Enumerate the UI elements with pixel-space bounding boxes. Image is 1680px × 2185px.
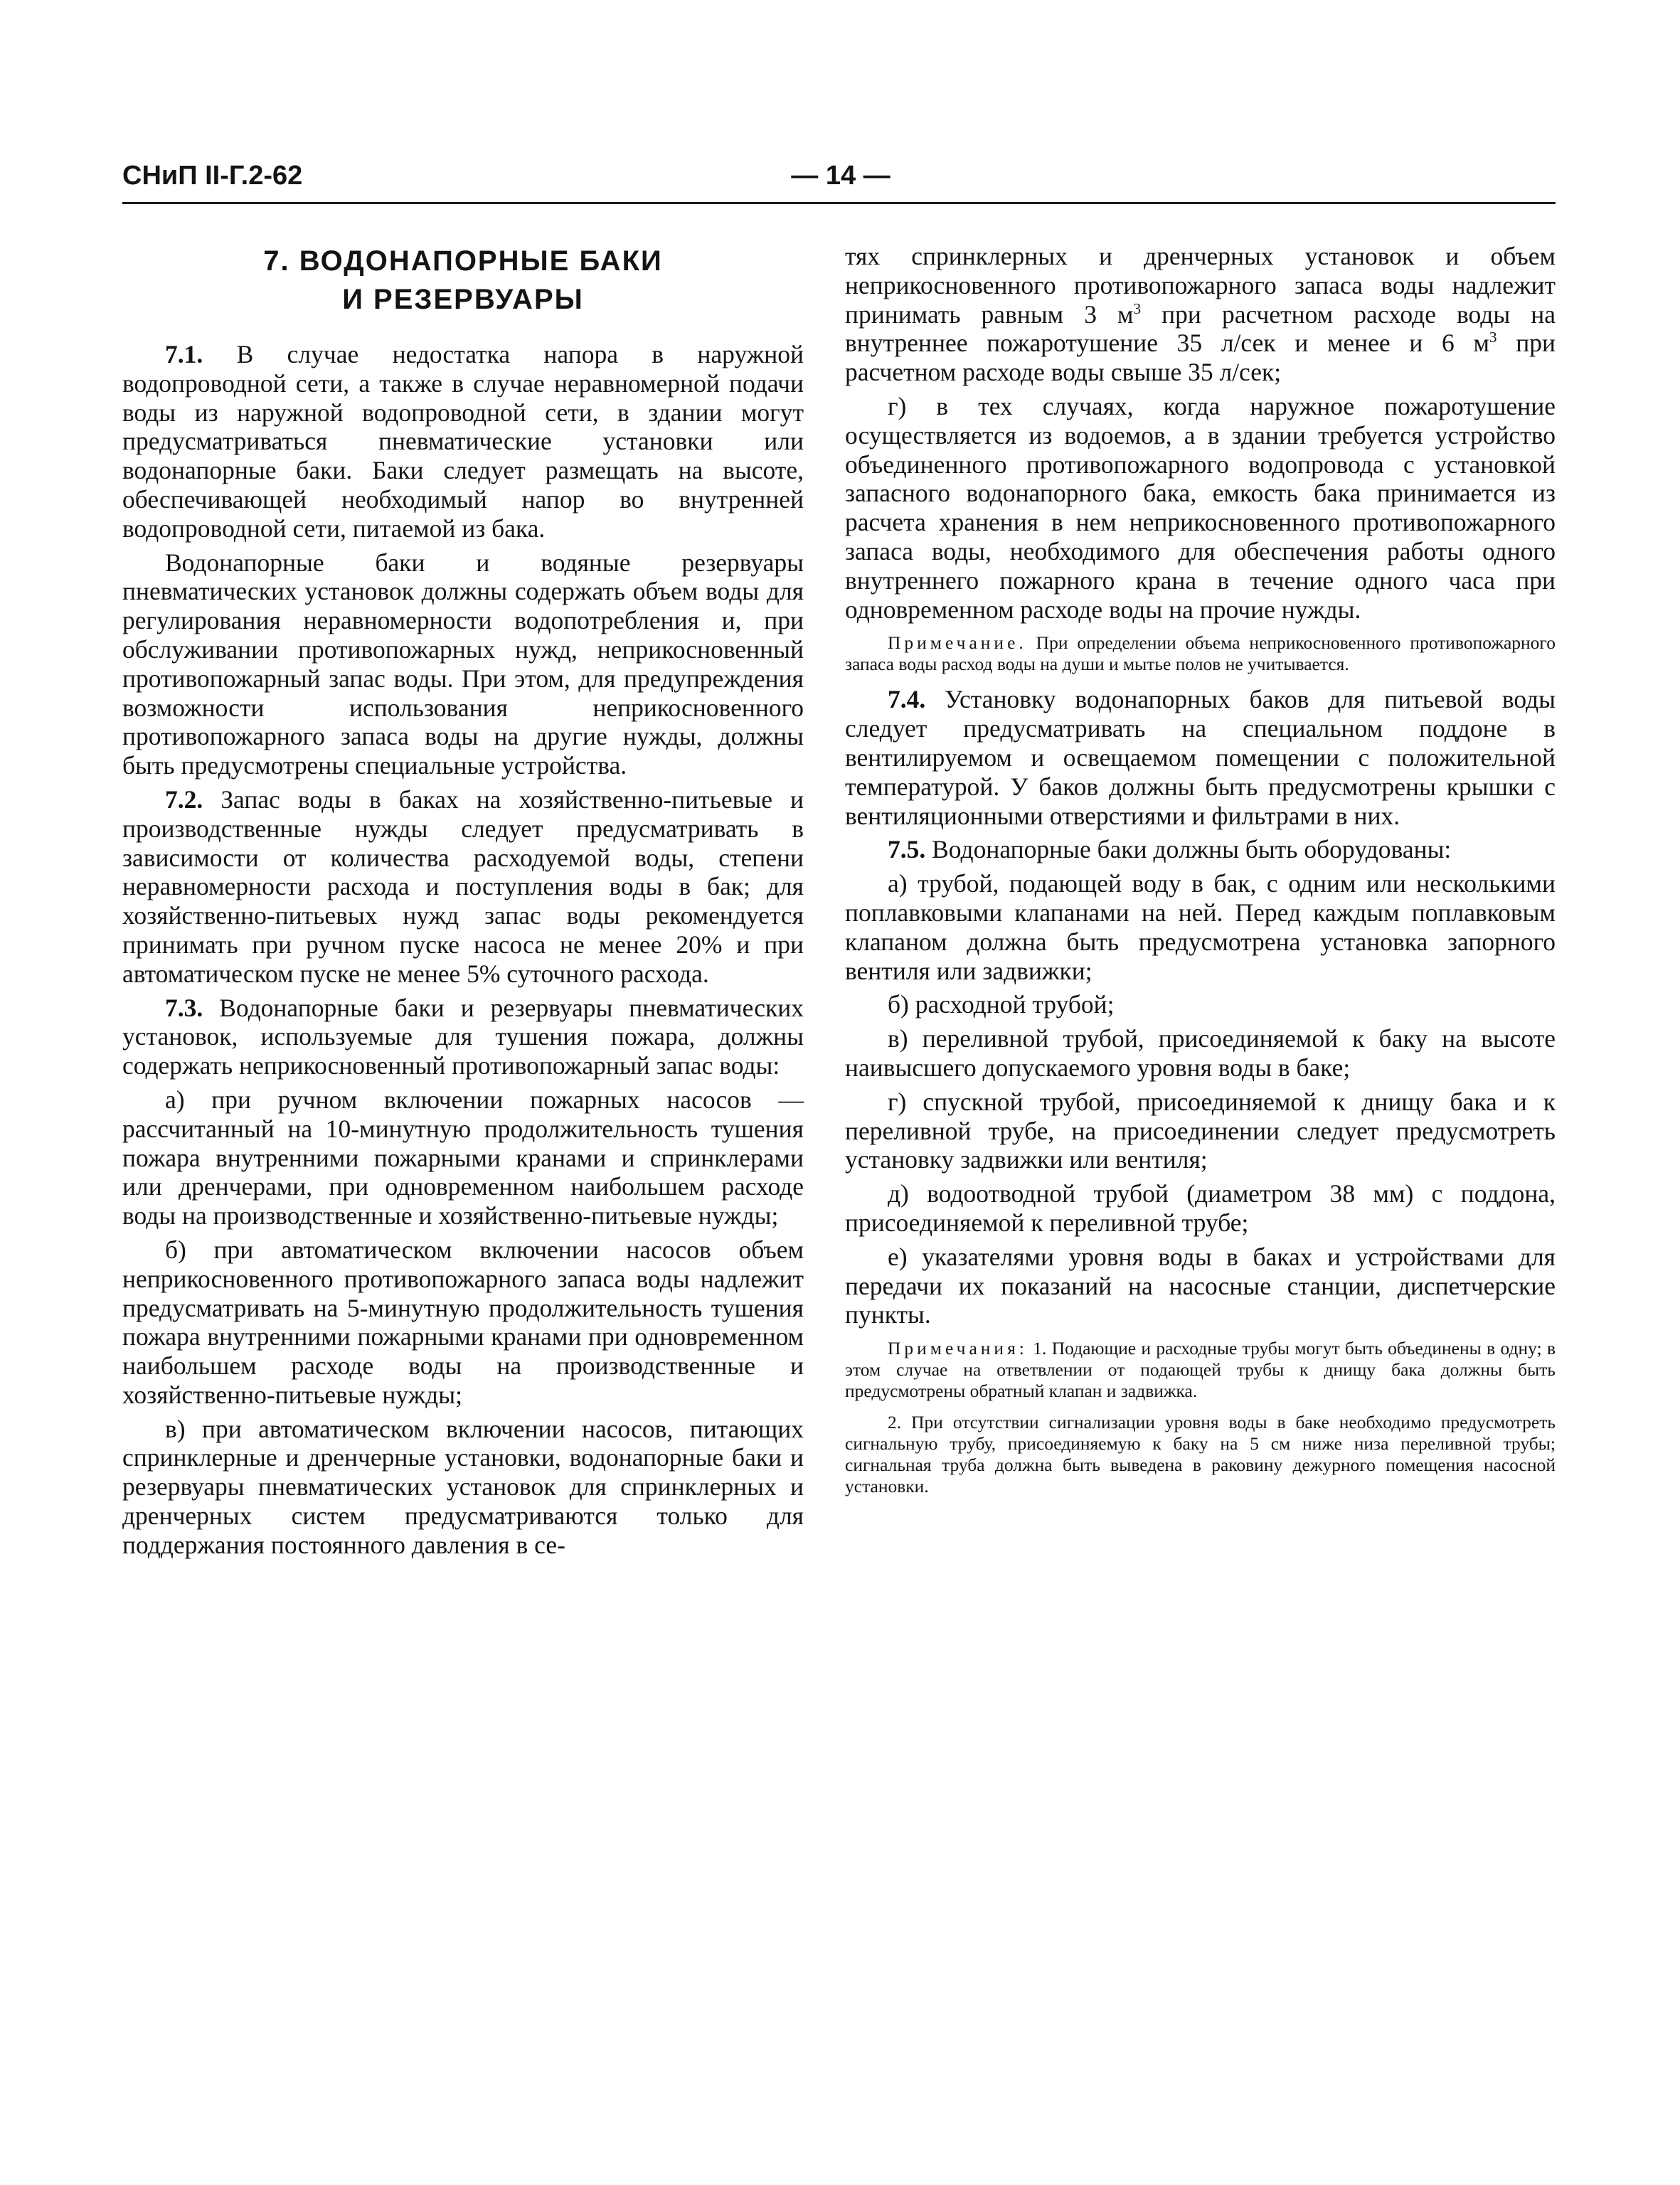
document-code: СНиП II-Г.2-62 (122, 161, 303, 191)
clause-number: 7.4. (888, 685, 926, 714)
clause-text: Водонапорные баки должны быть оборудованы: (932, 835, 1452, 864)
clause-number: 7.5. (888, 835, 926, 864)
text-span: при расчетном расходе воды свыше 35 л/сек; (845, 329, 1556, 387)
left-column (122, 242, 804, 1560)
note-text: 1. Подающие и расходные трубы могут быть объединены в одну; в этом случае на ответвлении от подающей трубы к днищу бака должны быть предусмотрены обратный клапан и задвижка. (845, 1338, 1556, 1402)
text-span: тях спринклерных и дренчерных установок и объем неприкосновенного противопожарного запаса воды надлежит принимать равным 3 м (845, 242, 1556, 329)
clause-text: Установку водонапорных баков для питьевой воды следует предусматривать на специальном поддоне в вентилируемом и освещаемом помещении с положительной температурой. У баков должны быть предусмотрены крышки с вентиляционными отверстиями и фильтрами в них. (845, 685, 1556, 830)
clause-7-2 (122, 785, 804, 989)
clause-7-5-b: б) расходной трубой; (888, 990, 1115, 1019)
clause-7-5-e: д) водоотводной трубой (диаметром 38 мм) с поддона, присоединяемой к переливной трубе; (845, 1179, 1556, 1237)
clause-text: Запас воды в баках на хозяйственно-питьевые и производственные нужды следует предусматривать в зависимости от количества расходуемой воды, степени неравномерности расхода и поступления воды в бак; для хозяйственно-питьевых нужд запас воды рекомендуется принимать при ручном пуске насоса не менее 20% и при автоматическом пуске не менее 5% суточного расхода. (122, 785, 804, 988)
text-span: при расчетном расходе воды на внутреннее пожаротушение 35 л/сек и менее и 6 м (845, 299, 1556, 358)
superscript: 3 (1133, 299, 1142, 317)
clause-7-5-c: в) переливной трубой, присоединяемой к баку на высоте наивысшего допускаемого уровня воды в баке; (845, 1024, 1556, 1082)
clause-number: 7.3. (165, 993, 203, 1022)
clause-text: Водонапорные баки и резервуары пневматических установок, используемые для тушения пожара, должны содержать неприкосновенный противопожарный запас воды: (122, 993, 804, 1080)
note-1 (845, 632, 1556, 675)
clause-7-1 (122, 340, 804, 543)
clause-number: 7.1. (165, 340, 203, 368)
clause-7-5-f: е) указателями уровня воды в баках и устройствами для передачи их показаний на насосные станции, диспетчерские пункты. (845, 1242, 1556, 1329)
page-number: — 14 — (791, 161, 890, 191)
clause-7-3-c-continued (845, 242, 1556, 387)
clause-7-1-continued: Водонапорные баки и водяные резервуары пневматических установок должны содержать объем воды для регулирования неравномерности водопотребления и, при обслуживании противопожарных нужд, неприкосновенный противопожарный запас воды. При этом, для предупреждения возможности использования неприкосновенного противопожарного запаса воды на другие нужды, должны быть предусмотрены специальные устройства. (122, 548, 804, 780)
clause-7-4 (845, 685, 1556, 830)
section-title (122, 242, 804, 319)
clause-7-3 (122, 994, 804, 1080)
section-title-line-2: И РЕЗЕРВУАРЫ (342, 284, 584, 315)
clause-text: В случае недостатка напора в наружной водопроводной сети, а также в случае неравномерной подачи воды из наружной водопроводной сети, в здании могут предусматриваться пневматические установки или водонапорные баки. Баки следует размещать на высоте, обеспечивающей необходимый напор во внутренней водопроводной сети, питаемой из бака. (122, 340, 804, 543)
clause-7-5 (845, 835, 1556, 864)
header-rule (122, 202, 1556, 204)
note-2-item-2: 2. При отсутствии сигнализации уровня воды в баке необходимо предусмотреть сигнальную трубу, присоединяемую к баку на 5 см ниже низа переливной трубы; сигнальная труба должна быть выведена в раковину дежурного помещения насосной установки. (845, 1412, 1556, 1497)
clause-7-3-b: б) при автоматическом включении насосов объем неприкосновенного противопожарного запаса воды надлежит предусматривать на 5-минутную продолжительность тушения пожара внутренними пожарными кранами при одновременном наибольшем расходе воды на производственные и хозяйственно-питьевые нужды; (122, 1235, 804, 1409)
superscript: 3 (1489, 329, 1497, 346)
clause-7-3-d: г) в тех случаях, когда наружное пожаротушение осуществляется из водоемов, а в здании требуется устройство объединенного противопожарного водопровода с установкой запасного водонапорного бака, емкость бака принимается из расчета хранения в нем неприкосновенного противопожарного запаса воды, необходимого для обеспечения работы одного внутреннего пожарного крана в течение одного часа при одновременном расходе воды на прочие нужды. (845, 391, 1556, 624)
clause-7-5-a: а) трубой, подающей воду в бак, с одним или несколькими поплавковыми клапанами на ней. Перед каждым поплавковым клапаном должна быть предусмотрена установка запорного вентиля или задвижки; (845, 869, 1556, 985)
right-column (845, 242, 1556, 1507)
note-text: При определении объема неприкосновенного противопожарного запаса воды расход воды на души и мытье полов не учитывается. (845, 632, 1556, 675)
clause-7-3-a: а) при ручном включении пожарных насосов — рассчитанный на 10-минутную продолжительность тушения пожара внутренними пожарными кранами и спринклерами или дренчерами, при одновременном наибольшем расходе воды на производственные и хозяйственно-питьевые нужды; (122, 1085, 804, 1230)
page-header (122, 161, 1556, 203)
note-label: Примечание. (888, 632, 1027, 654)
clause-number: 7.2. (165, 785, 203, 814)
note-2-item-1 (845, 1338, 1556, 1402)
section-title-line-1: 7. ВОДОНАПОРНЫЕ БАКИ (263, 245, 663, 277)
note-label: Примечания: (888, 1338, 1028, 1359)
clause-7-3-c: в) при автоматическом включении насосов, питающих спринклерные и дренчерные установки, водонапорные баки и резервуары пневматических установок для спринклерных и дренчерных систем предусматриваются только для поддержания постоянного давления в се- (122, 1414, 804, 1559)
clause-7-5-d: г) спускной трубой, присоединяемой к днищу бака и к переливной трубе, на присоединении следует предусмотреть установку задвижки или вентиля; (845, 1087, 1556, 1174)
